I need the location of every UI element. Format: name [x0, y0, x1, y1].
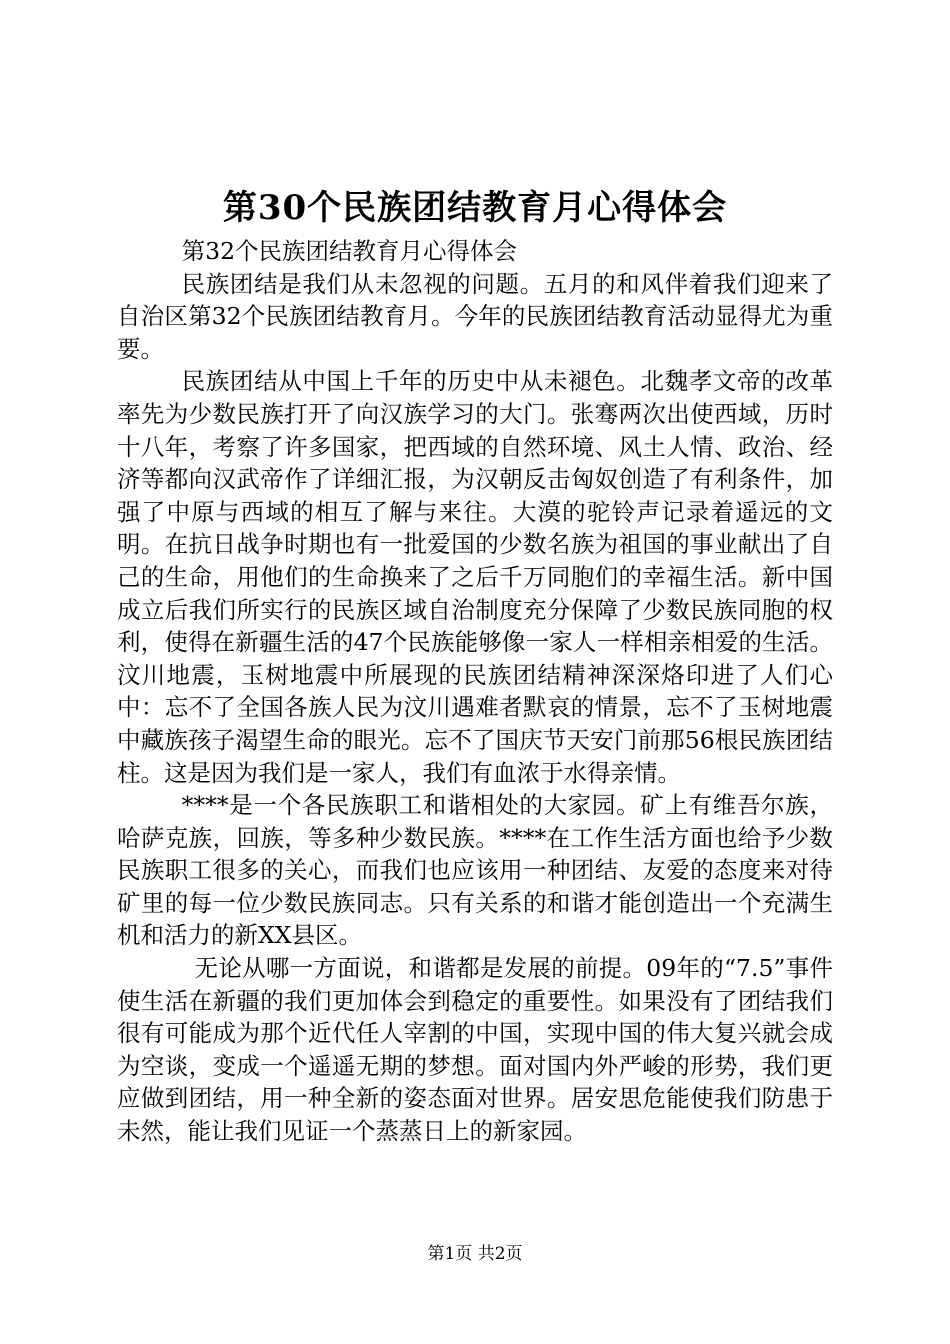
- body-paragraph: 民族团结是我们从未忽视的问题。五月的和风伴着我们迎来了自治区第32个民族团结教育月。今年的民族团结教育活动显得尤为重要。: [117, 269, 833, 363]
- body-paragraph: ****是一个各民族职工和谐相处的大家园。矿上有维吾尔族，哈萨克族，回族，等多种少数民族。****在工作生活方面也给予少数民族职工很多的关心，而我们也应该用一种团结、友爱的态度来对待矿里的每一位少数民族同志。只有关系的和谐才能创造出一个充满生机和活力的新XX县区。: [117, 791, 833, 950]
- document-body: [117, 235, 833, 1148]
- body-paragraph: 民族团结从中国上千年的历史中从未褪色。北魏孝文帝的改革率先为少数民族打开了向汉族学习的大门。张骞两次出使西域，历时十八年，考察了许多国家，把西域的自然环境、风土人情、政治、经济等都向汉武帝作了详细汇报，为汉朝反击匈奴创造了有利条件，加强了中原与西域的相互了解与来往。大漠的驼铃声记录着遥远的文明。在抗日战争时期也有一批爱国的少数名族为祖国的事业献出了自己的生命，用他们的生命换来了之后千万同胞们的幸福生活。新中国成立后我们所实行的民族区域自治制度充分保障了少数民族同胞的权利，使得在新疆生活的47个民族能够像一家人一样相亲相爱的生活。汶川地震，玉树地震中所展现的民族团结精神深深烙印进了人们心中：忘不了全国各族人民为汶川遇难者默哀的情景，忘不了玉树地震中藏族孩子渴望生命的眼光。忘不了国庆节天安门前那56根民族团结柱。这是因为我们是一家人，我们有血浓于水得亲情。: [117, 367, 833, 787]
- page-footer: 第1页 共2页: [427, 1244, 523, 1264]
- document-title: 第30个民族团结教育月心得体会: [222, 188, 728, 228]
- body-paragraph: 无论从哪一方面说，和谐都是发展的前提。09年的“7.5”事件使生活在新疆的我们更加体会到稳定的重要性。如果没有了团结我们很有可能成为那个近代任人宰割的中国，实现中国的伟大复兴就会成为空谈，变成一个遥遥无期的梦想。面对国内外严峻的形势，我们更应做到团结，用一种全新的姿态面对世界。居安思危能使我们防患于未然，能让我们见证一个蒸蒸日上的新家园。: [117, 954, 833, 1146]
- subtitle-paragraph: 第32个民族团结教育月心得体会: [181, 237, 518, 265]
